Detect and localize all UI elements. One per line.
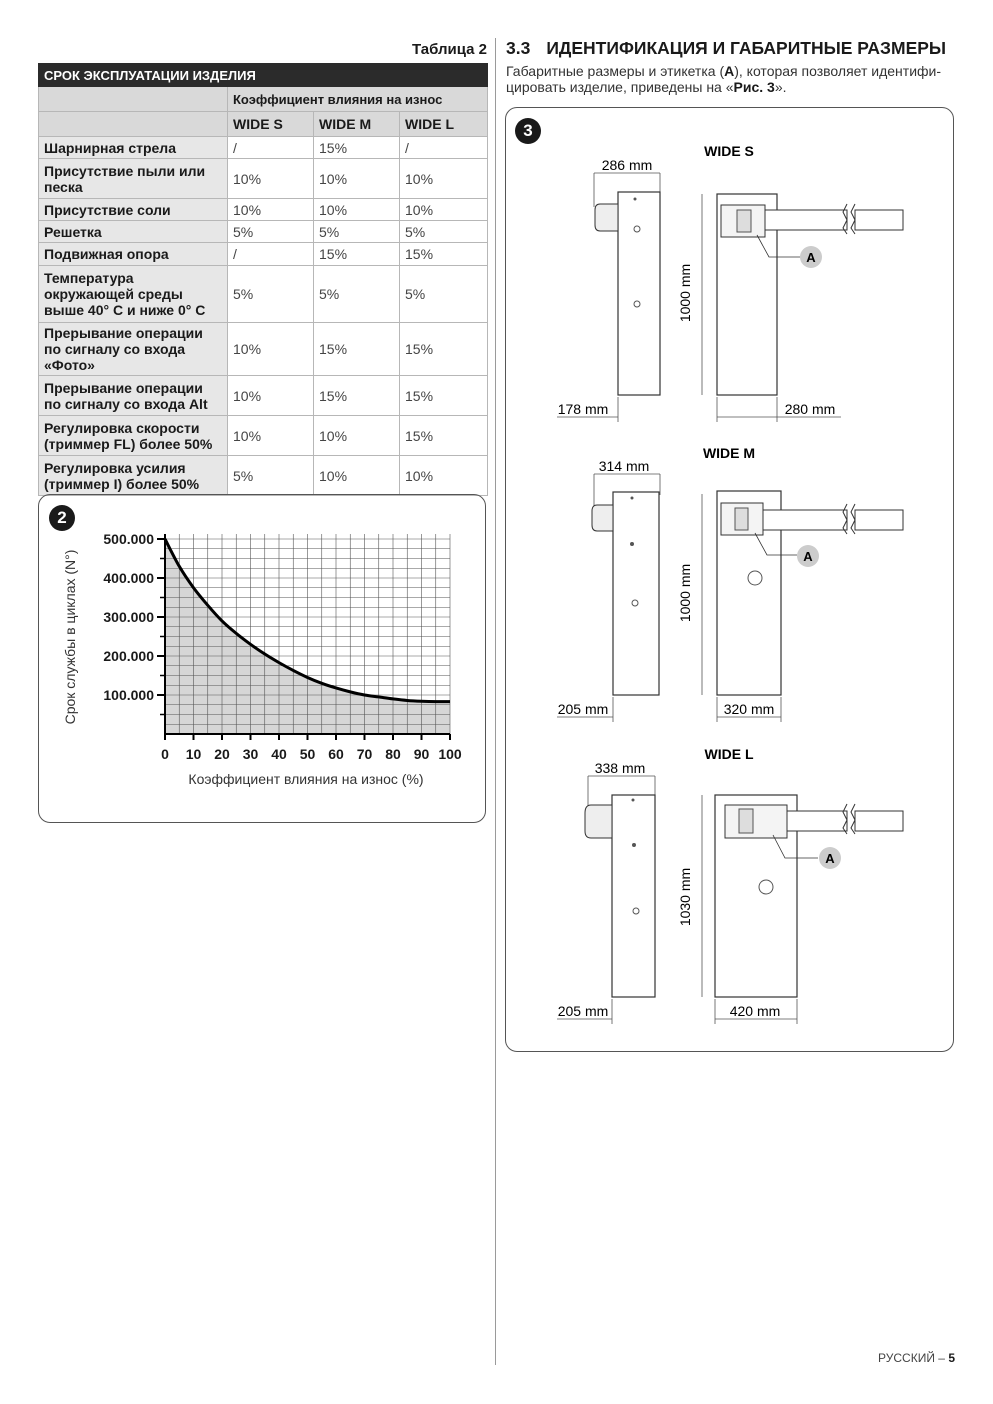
column-divider bbox=[495, 38, 496, 1365]
cell-value: 15% bbox=[400, 416, 488, 456]
figure-reference: Рис. 3 bbox=[733, 79, 775, 95]
section-paragraph bbox=[506, 63, 956, 95]
table-caption: Таблица 2 bbox=[412, 41, 488, 58]
chart-grid bbox=[165, 534, 450, 734]
page-number: 5 bbox=[948, 1351, 955, 1365]
x-tick-label: 50 bbox=[299, 746, 316, 762]
height-dimension: 1000 mm bbox=[677, 263, 693, 323]
cell-value: 15% bbox=[400, 243, 488, 266]
table-row bbox=[39, 137, 488, 159]
label-reference: A bbox=[724, 63, 735, 79]
x-tick-label: 70 bbox=[356, 746, 373, 762]
table-header-blank bbox=[39, 112, 228, 137]
figure-3-number-badge: 3 bbox=[515, 118, 541, 144]
model-name: WIDE L bbox=[704, 746, 754, 762]
depth-dimension: 314 mm bbox=[598, 458, 650, 474]
section-number: 3.3 bbox=[506, 38, 531, 58]
cell-value: 10% bbox=[228, 416, 314, 456]
label-a-text: A bbox=[803, 549, 813, 564]
cell-value: 10% bbox=[314, 159, 400, 199]
table-row bbox=[39, 376, 488, 416]
row-label: Шарнирная стрела bbox=[39, 137, 228, 159]
y-ticks bbox=[103, 531, 165, 715]
height-dimension: 1030 mm bbox=[677, 867, 693, 927]
dimension-drawings bbox=[505, 107, 954, 1052]
cell-value: 10% bbox=[400, 159, 488, 199]
row-label: Решетка bbox=[39, 221, 228, 243]
cell-value: 5% bbox=[228, 456, 314, 496]
y-tick-label: 200.000 bbox=[103, 648, 154, 664]
width-dimension: 320 mm bbox=[723, 701, 775, 717]
cell-value: / bbox=[400, 137, 488, 159]
y-tick-label: 500.000 bbox=[103, 531, 154, 547]
table-title: СРОК ЭКСПЛУАТАЦИИ ИЗДЕЛИЯ bbox=[39, 64, 488, 87]
cell-value: 10% bbox=[314, 199, 400, 221]
x-tick-label: 40 bbox=[271, 746, 287, 762]
cell-value: 10% bbox=[228, 376, 314, 416]
cell-value: 15% bbox=[314, 243, 400, 266]
life-cycle-chart bbox=[38, 494, 486, 823]
cell-value: 10% bbox=[228, 159, 314, 199]
paragraph-text: ». bbox=[774, 79, 787, 95]
model-wide-m bbox=[557, 445, 903, 722]
cell-value: 10% bbox=[400, 456, 488, 496]
table-row bbox=[39, 221, 488, 243]
table-row bbox=[39, 456, 488, 496]
x-ticks bbox=[161, 734, 462, 762]
column-header-wide-l: WIDE L bbox=[400, 112, 488, 137]
x-tick-label: 30 bbox=[242, 746, 259, 762]
cell-value: 15% bbox=[400, 323, 488, 376]
column-header-wide-s: WIDE S bbox=[228, 112, 314, 137]
side-view-cabinet bbox=[585, 795, 655, 997]
label-a-text: A bbox=[825, 851, 835, 866]
base-dimension: 205 mm bbox=[557, 701, 609, 717]
x-tick-label: 10 bbox=[185, 746, 202, 762]
x-tick-label: 80 bbox=[385, 746, 401, 762]
front-view-cabinet bbox=[715, 795, 903, 997]
table-header-blank bbox=[39, 87, 228, 112]
table-row bbox=[39, 266, 488, 323]
y-tick-label: 400.000 bbox=[103, 570, 154, 586]
row-label: Прерывание операции по сигналу со входа Alt bbox=[39, 376, 228, 416]
base-dimension: 178 mm bbox=[557, 401, 609, 417]
table-row bbox=[39, 243, 488, 266]
x-tick-label: 0 bbox=[161, 746, 169, 762]
cell-value: 5% bbox=[314, 221, 400, 243]
table-row bbox=[39, 323, 488, 376]
page-footer bbox=[878, 1351, 955, 1365]
row-label: Регулировка усилия (триммер I) более 50% bbox=[39, 456, 228, 496]
table-row bbox=[39, 159, 488, 199]
cell-value: 15% bbox=[314, 376, 400, 416]
row-label: Подвижная опора bbox=[39, 243, 228, 266]
footer-language: РУССКИЙ – bbox=[878, 1351, 949, 1365]
depth-dimension: 286 mm bbox=[601, 157, 653, 173]
y-tick-label: 100.000 bbox=[103, 687, 154, 703]
model-wide-s bbox=[557, 143, 903, 422]
cell-value: 15% bbox=[314, 137, 400, 159]
cell-value: 15% bbox=[400, 376, 488, 416]
x-tick-label: 100 bbox=[438, 746, 462, 762]
product-life-table bbox=[38, 63, 488, 496]
front-view-cabinet bbox=[717, 491, 903, 695]
table-row bbox=[39, 416, 488, 456]
column-header-wide-m: WIDE M bbox=[314, 112, 400, 137]
cell-value: 15% bbox=[314, 323, 400, 376]
section-heading bbox=[506, 38, 946, 59]
row-label: Регулировка скорости (триммер FL) более 50% bbox=[39, 416, 228, 456]
base-dimension: 205 mm bbox=[557, 1003, 609, 1019]
side-view-cabinet bbox=[595, 192, 660, 395]
table-row bbox=[39, 199, 488, 221]
x-axis-label: Коэффициент влияния на износ (%) bbox=[188, 771, 424, 787]
cell-value: 5% bbox=[228, 266, 314, 323]
row-label: Присутствие пыли или песка bbox=[39, 159, 228, 199]
height-dimension: 1000 mm bbox=[677, 563, 693, 623]
row-label: Присутствие соли bbox=[39, 199, 228, 221]
table-subheader: Коэффициент влияния на износ bbox=[228, 87, 488, 112]
paragraph-text: ), которая позволяет идентифи-цировать изделие, приведены на « bbox=[506, 63, 942, 95]
x-tick-label: 60 bbox=[328, 746, 344, 762]
cell-value: 5% bbox=[314, 266, 400, 323]
cell-value: 10% bbox=[314, 416, 400, 456]
cell-value: 5% bbox=[400, 266, 488, 323]
side-view-cabinet bbox=[592, 492, 659, 695]
front-view-cabinet bbox=[717, 194, 903, 395]
cell-value: 5% bbox=[400, 221, 488, 243]
row-label: Температура окружающей среды выше 40° C и ниже 0° C bbox=[39, 266, 228, 323]
width-dimension: 420 mm bbox=[729, 1003, 781, 1019]
y-axis-label: Срок службы в циклах (N°) bbox=[62, 549, 78, 725]
cell-value: 10% bbox=[228, 323, 314, 376]
cell-value: 10% bbox=[314, 456, 400, 496]
depth-dimension: 338 mm bbox=[594, 760, 646, 776]
x-tick-label: 90 bbox=[413, 746, 430, 762]
y-tick-label: 300.000 bbox=[103, 609, 154, 625]
x-tick-label: 20 bbox=[214, 746, 230, 762]
section-title: ИДЕНТИФИКАЦИЯ И ГАБАРИТНЫЕ РАЗМЕРЫ bbox=[546, 38, 947, 58]
width-dimension: 280 mm bbox=[784, 401, 836, 417]
model-wide-l bbox=[557, 746, 903, 1024]
figure-2-number-badge: 2 bbox=[49, 505, 75, 531]
paragraph-text: Габаритные размеры и этикетка ( bbox=[506, 63, 725, 79]
model-name: WIDE S bbox=[704, 143, 754, 159]
cell-value: 10% bbox=[400, 199, 488, 221]
cell-value: / bbox=[228, 137, 314, 159]
row-label: Прерывание операции по сигналу со входа «Фото» bbox=[39, 323, 228, 376]
cell-value: 5% bbox=[228, 221, 314, 243]
model-name: WIDE M bbox=[702, 445, 756, 461]
label-a-text: A bbox=[806, 250, 816, 265]
cell-value: / bbox=[228, 243, 314, 266]
cell-value: 10% bbox=[228, 199, 314, 221]
